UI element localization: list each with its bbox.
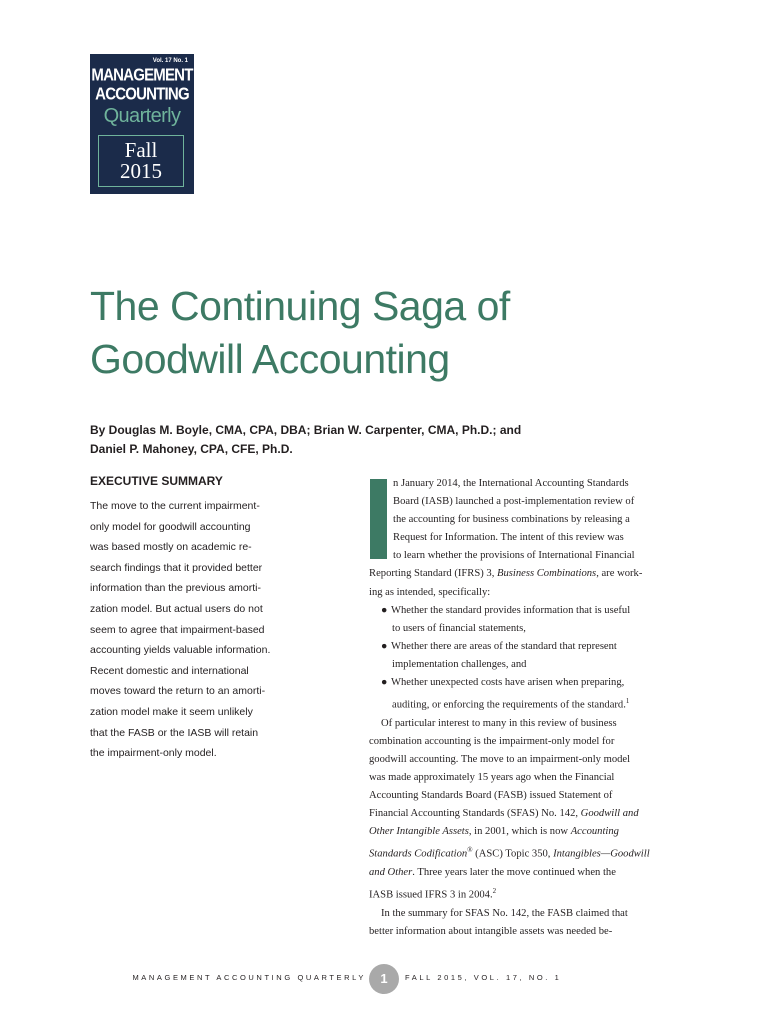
article-title bbox=[90, 280, 690, 386]
body-italic-text: Goodwill and bbox=[580, 808, 639, 820]
body-line: goodwill accounting. The move to an impairment-only model bbox=[369, 753, 631, 765]
body-line: Request for Information. The intent of this review was bbox=[393, 532, 624, 544]
body-text: , in 2001, which is now bbox=[468, 826, 571, 838]
badge-season: Fall bbox=[124, 138, 158, 162]
summary-line: search findings that it provided better bbox=[90, 561, 263, 574]
summary-line: moves toward the return to an amorti- bbox=[90, 685, 266, 698]
footnote-ref[interactable]: 2 bbox=[492, 887, 497, 896]
badge-title-line3: Quarterly bbox=[103, 105, 181, 127]
summary-line: The move to the current impairment- bbox=[90, 500, 260, 512]
summary-line: the impairment-only model. bbox=[90, 747, 217, 760]
bullet-text: Whether the standard provides information that is useful bbox=[391, 604, 631, 616]
body-line: Accounting Standards Board (FASB) issued Statement of bbox=[369, 790, 613, 802]
bullet-text: auditing, or enforcing the requirements of the standard. bbox=[392, 699, 626, 711]
footer-issue-info: FALL 2015, VOL. 17, NO. 1 bbox=[405, 973, 562, 982]
body-text: IASB issued IFRS 3 in 2004. bbox=[369, 889, 493, 901]
body-text: Financial Accounting Standards (SFAS) No. 142, bbox=[369, 808, 581, 820]
body-italic-text: Business Combinations bbox=[497, 568, 597, 580]
title-line: The Continuing Saga of bbox=[90, 283, 510, 329]
bullet-continuation: to users of financial statements, bbox=[392, 622, 526, 634]
executive-summary-text bbox=[90, 496, 300, 764]
body-italic-text: Other Intangible Assets bbox=[369, 826, 469, 838]
body-line bbox=[369, 805, 679, 823]
footnote-ref[interactable]: 1 bbox=[625, 697, 630, 706]
body-italic-text: Accounting bbox=[570, 826, 619, 838]
body-line bbox=[369, 864, 679, 882]
badge-title-line1: MANAGEMENT bbox=[91, 65, 193, 86]
body-line: n January 2014, the International Accounting Standards bbox=[393, 478, 629, 489]
author-line: By Douglas M. Boyle, CMA, CPA, DBA; Brian W. Carpenter, CMA, Ph.D.; and bbox=[90, 423, 522, 437]
body-line bbox=[369, 882, 679, 905]
body-line: combination accounting is the impairment-only model for bbox=[369, 735, 615, 747]
summary-line: information than the previous amorti- bbox=[90, 582, 261, 595]
summary-line: was based mostly on academic re- bbox=[90, 541, 252, 554]
author-line: Daniel P. Mahoney, CPA, CFE, Ph.D. bbox=[90, 442, 293, 456]
summary-line: that the FASB or the IASB will retain bbox=[90, 726, 259, 739]
body-italic-text: Standards Codification bbox=[369, 848, 468, 860]
body-line: the accounting for business combinations by releasing a bbox=[393, 514, 630, 526]
body-line: Board (IASB) launched a post-implementation review of bbox=[393, 496, 635, 508]
body-text: , are work- bbox=[596, 568, 643, 580]
body-text: Reporting Standard (IFRS) 3, bbox=[369, 568, 497, 580]
body-line bbox=[369, 841, 679, 864]
page-number-badge: 1 bbox=[369, 964, 399, 994]
body-line: to learn whether the provisions of International Financial bbox=[393, 550, 635, 562]
bullet-item bbox=[369, 638, 679, 656]
author-byline bbox=[90, 421, 690, 459]
summary-line: zation model. But actual users do not bbox=[90, 602, 263, 615]
body-line: was made approximately 15 years ago when the Financial bbox=[369, 772, 615, 784]
journal-badge bbox=[90, 54, 194, 194]
bullet-item bbox=[369, 602, 679, 620]
badge-year: 2015 bbox=[120, 159, 162, 183]
bullet-text: Whether there are areas of the standard that represent bbox=[391, 640, 617, 652]
bullet-continuation bbox=[369, 692, 679, 715]
body-italic-text: Intangibles—Goodwill bbox=[553, 848, 650, 860]
bullet-item bbox=[369, 674, 679, 692]
summary-line: seem to agree that impairment-based bbox=[90, 623, 265, 636]
bullet-icon: ● bbox=[381, 604, 388, 616]
summary-line: only model for goodwill accounting bbox=[90, 520, 251, 533]
summary-line: Recent domestic and international bbox=[90, 664, 249, 677]
title-line: Goodwill Accounting bbox=[90, 336, 450, 382]
bullet-icon: ● bbox=[381, 677, 388, 689]
summary-line: accounting yields valuable information. bbox=[90, 644, 271, 657]
bullet-continuation: implementation challenges, and bbox=[392, 658, 527, 670]
body-line: ing as intended, specifically: bbox=[369, 586, 491, 598]
registered-mark: ® bbox=[467, 846, 473, 855]
badge-title-line2: ACCOUNTING bbox=[95, 84, 189, 105]
summary-line: zation model make it seem unlikely bbox=[90, 705, 253, 718]
body-text: (ASC) Topic 350, bbox=[472, 848, 554, 860]
body-italic-text: and Other bbox=[369, 867, 413, 879]
badge-issue-box bbox=[98, 135, 184, 187]
body-line: Of particular interest to many in this review of business bbox=[381, 717, 617, 729]
bullet-icon: ● bbox=[381, 640, 388, 652]
body-line bbox=[369, 823, 679, 841]
bullet-text: Whether unexpected costs have arisen when preparing, bbox=[391, 677, 625, 689]
body-line: In the summary for SFAS No. 142, the FASB claimed that bbox=[381, 907, 628, 919]
footer-journal-name: MANAGEMENT ACCOUNTING QUARTERLY bbox=[132, 973, 366, 982]
executive-summary-heading: EXECUTIVE SUMMARY bbox=[90, 474, 223, 488]
article-body bbox=[369, 475, 679, 941]
page-footer bbox=[0, 964, 768, 992]
body-line: better information about intangible assets was needed be- bbox=[369, 925, 613, 937]
body-line bbox=[369, 565, 679, 583]
badge-volume: Vol. 17 No. 1 bbox=[152, 58, 188, 64]
body-text: . Three years later the move continued when the bbox=[412, 867, 616, 879]
